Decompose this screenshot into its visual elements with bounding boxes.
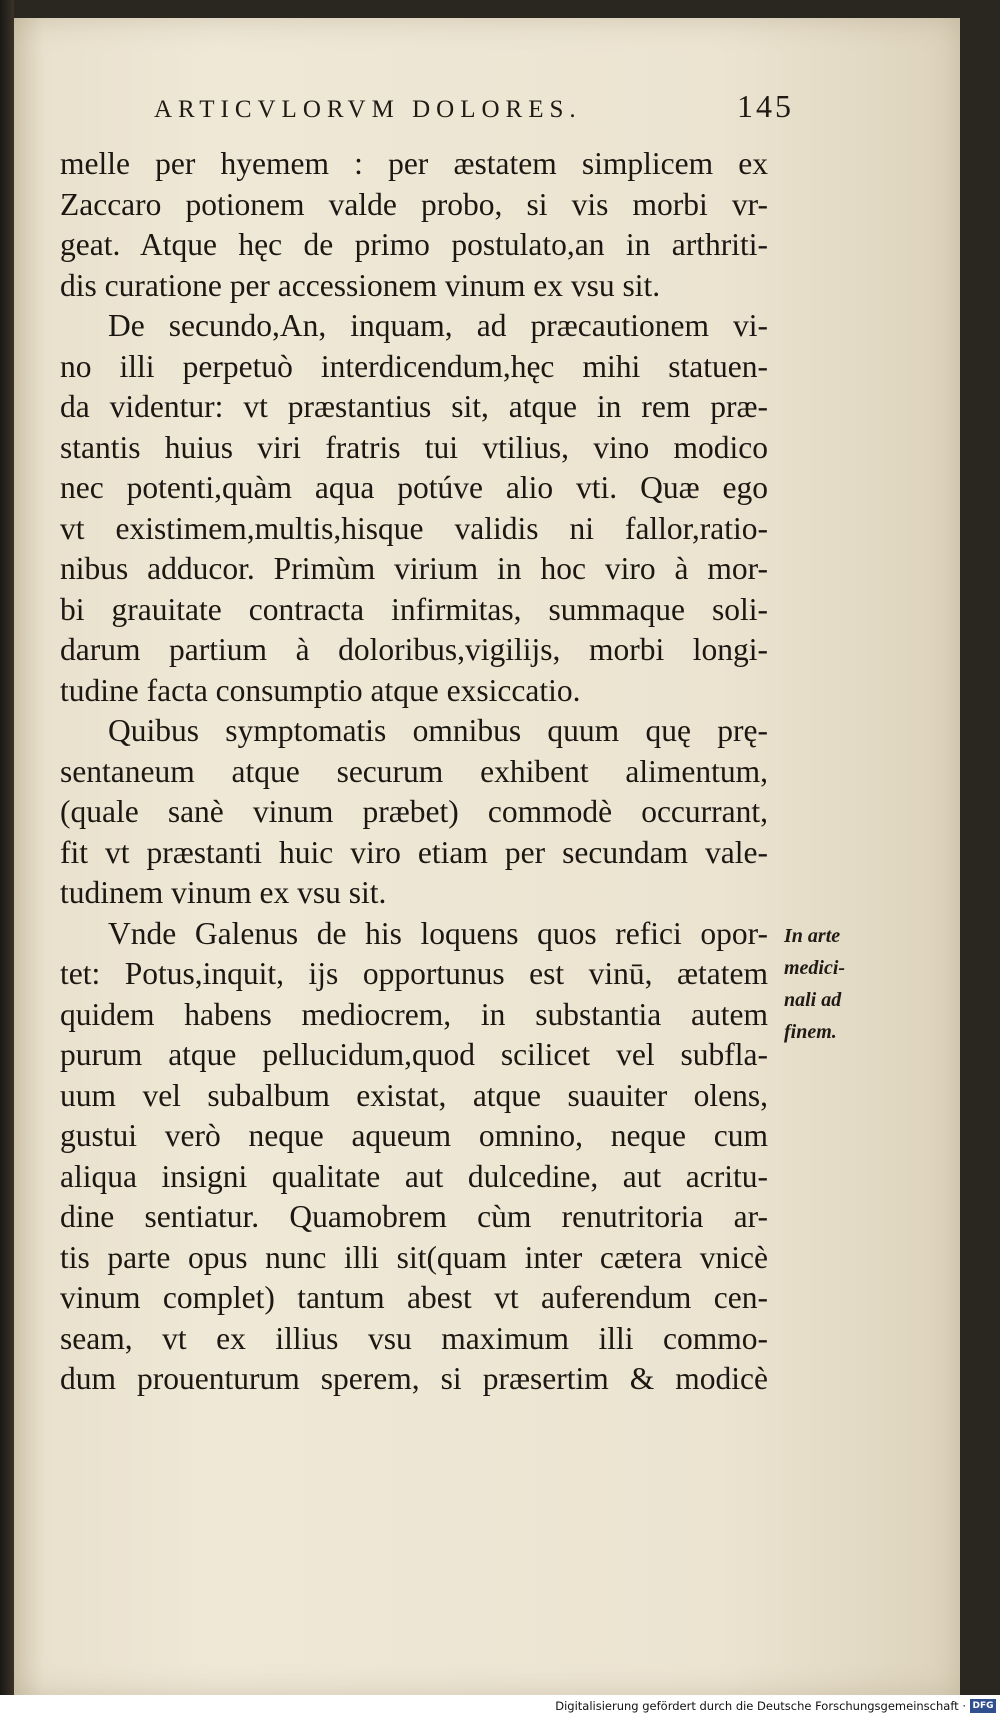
text-line: nibus adducor. Primùm virium in hoc viro à mor- [60, 551, 768, 586]
text-line: (quale sanè vinum præbet) commodè occurrant, [60, 794, 768, 829]
text-line: purum atque pellucidum,quod scilicet vel subfla- [60, 1037, 768, 1072]
marginal-note-line: medici- [784, 957, 846, 979]
text-line: Quibus symptomatis omnibus quum quę prę- [108, 713, 768, 748]
text-line: geat. Atque hęc de primo postulato,an in arthriti- [60, 227, 768, 262]
text-line: vinum complet) tantum abest vt auferendum cen- [60, 1280, 768, 1315]
text-line: Vnde Galenus de his loquens quos refici opor- [108, 915, 768, 951]
text-line: tis parte opus nunc illi sit(quam inter cætera vnicè [60, 1239, 768, 1275]
footer-credit: Digitalisierung gefördert durch die Deutsche Forschungsgemeinschaft · [555, 1699, 966, 1713]
text-line: no illi perpetuò interdicendum,hęc mihi statuen- [60, 348, 768, 384]
text-line: De secundo,An, inquam, ad præcautionem vi- [108, 308, 768, 343]
book-page [14, 18, 960, 1696]
text-line: dine sentiatur. Quamobrem cùm renutritoria ar- [60, 1199, 768, 1234]
text-line: nec potenti,quàm aqua potúve alio vti. Quæ ego [60, 470, 768, 505]
text-line: quidem habens mediocrem, in substantia autem [60, 996, 768, 1032]
marginal-note-line: finem. [784, 1021, 837, 1043]
text-line: uum vel subalbum existat, atque suauiter olens, [60, 1077, 768, 1113]
text-line: dis curatione per accessionem vinum ex vsu sit. [60, 267, 661, 303]
text-line: stantis huius viri fratris tui vtilius, vino modico [60, 429, 768, 465]
dfg-logo: DFG [970, 1699, 996, 1713]
text-line: da videntur: vt præstantius sit, atque in rem præ- [60, 389, 768, 424]
page-number: 145 [737, 88, 794, 124]
text-line: fit vt præstanti huic viro etiam per secundam vale- [60, 834, 768, 870]
marginal-note-line: In arte [784, 925, 841, 947]
text-line: seam, vt ex illius vsu maximum illi commo- [60, 1320, 768, 1356]
marginal-note-line: nali ad [784, 989, 842, 1011]
text-line: sentaneum atque securum exhibent alimentum, [60, 753, 768, 789]
marginal-note [784, 920, 884, 1048]
running-head [154, 88, 794, 125]
text-line: darum partium à doloribus,vigilijs, morbi longi- [60, 632, 768, 667]
running-title: ARTICVLORVM DOLORES. [154, 96, 582, 123]
text-line: bi grauitate contracta infirmitas, summaque soli- [60, 591, 768, 627]
text-line: tet: Potus,inquit, ijs opportunus est vinū, ætatem [60, 956, 768, 991]
text-line: vt existimem,multis,hisque validis ni fallor,ratio- [60, 510, 768, 546]
body-text [60, 144, 768, 1400]
book-gutter-edge [0, 0, 14, 1717]
text-line: aliqua insigni qualitate aut dulcedine, aut acritu- [60, 1158, 768, 1194]
digitization-footer [0, 1695, 1000, 1717]
text-line: tudinem vinum ex vsu sit. [60, 875, 387, 910]
text-line: tudine facta consumptio atque exsiccatio. [60, 672, 581, 708]
text-line: gustui verò neque aqueum omnino, neque cum [60, 1118, 768, 1153]
text-line: Zaccaro potionem valde probo, si vis morbi vr- [60, 186, 768, 222]
text-line: melle per hyemem : per æstatem simplicem ex [60, 146, 768, 181]
text-line: dum prouenturum sperem, si præsertim & modicè [60, 1361, 768, 1396]
